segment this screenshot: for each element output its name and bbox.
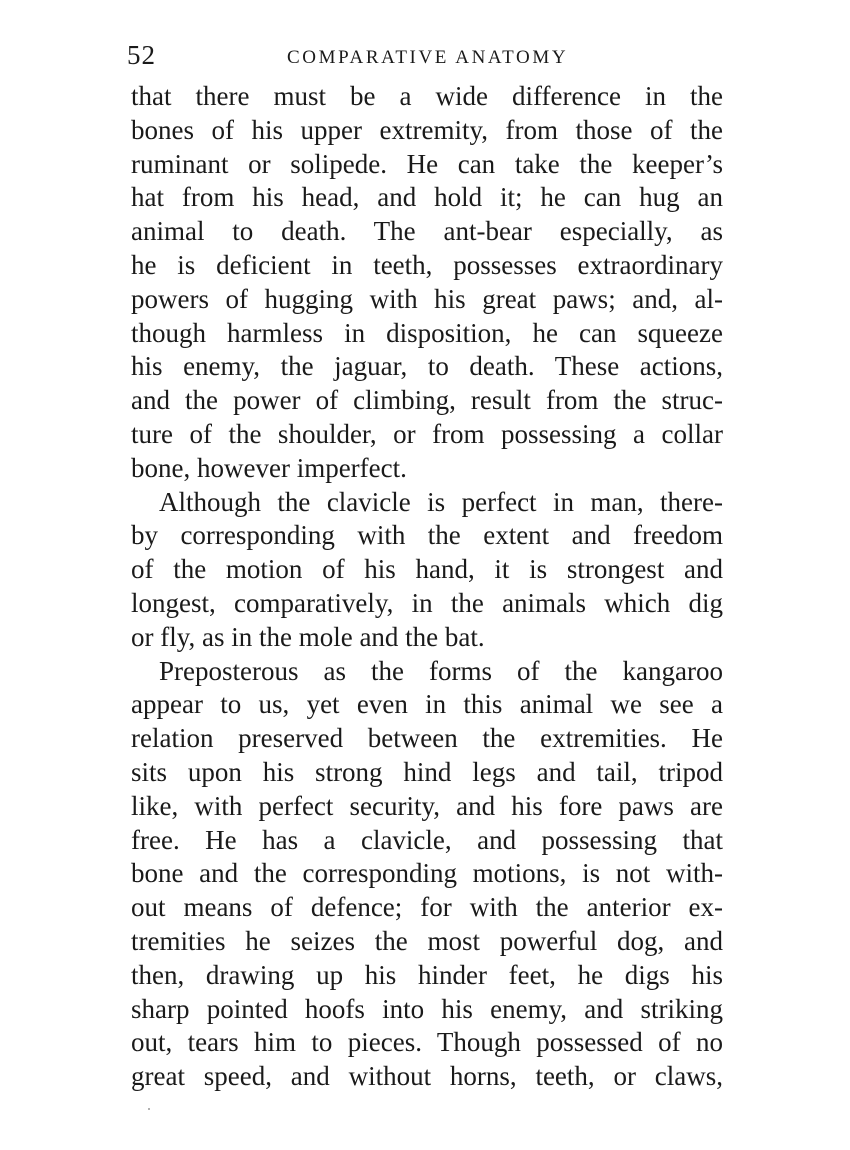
text-line: out means of defence; for with the anterior ex- bbox=[131, 892, 723, 923]
text-line: Although the clavicle is perfect in man, there- bbox=[159, 486, 723, 517]
running-head bbox=[127, 40, 723, 72]
paragraph bbox=[131, 655, 723, 1094]
text-line: his enemy, the jaguar, to death. These actions, bbox=[131, 351, 723, 382]
text-line: of the motion of his hand, it is strongest and bbox=[131, 554, 723, 585]
text-line: longest, comparatively, in the animals which dig bbox=[131, 587, 723, 618]
text-line: powers of hugging with his great paws; and, al- bbox=[131, 283, 723, 314]
text-line: bone and the corresponding motions, is not with- bbox=[131, 858, 723, 889]
text-line: though harmless in disposition, he can squeeze bbox=[131, 317, 723, 348]
text-line: ruminant or solipede. He can take the keeper’s bbox=[131, 148, 723, 179]
text-line: hat from his head, and hold it; he can hug an bbox=[131, 182, 723, 213]
scan-speck bbox=[148, 1108, 150, 1110]
text-line: great speed, and without horns, teeth, or claws, bbox=[131, 1061, 723, 1092]
text-line: that there must be a wide difference in the bbox=[131, 81, 723, 111]
text-line: Preposterous as the forms of the kangaroo bbox=[159, 655, 723, 686]
text-line: sits upon his strong hind legs and tail, tripod bbox=[131, 756, 723, 787]
text-line: relation preserved between the extremities. He bbox=[131, 723, 723, 754]
text-line: free. He has a clavicle, and possessing that bbox=[131, 824, 723, 855]
text-line: bone, however imperfect. bbox=[131, 452, 407, 483]
text-line: sharp pointed hoofs into his enemy, and striking bbox=[131, 993, 723, 1024]
text-line: then, drawing up his hinder feet, he digs his bbox=[131, 959, 723, 990]
text-line: like, with perfect security, and his fore paws are bbox=[131, 790, 723, 821]
page-number: 52 bbox=[127, 40, 156, 70]
body-text bbox=[131, 80, 723, 1094]
text-line: by corresponding with the extent and freedom bbox=[131, 520, 723, 551]
text-line: appear to us, yet even in this animal we see a bbox=[131, 689, 723, 720]
text-line: bones of his upper extremity, from those of the bbox=[131, 114, 723, 145]
running-title: COMPARATIVE ANATOMY bbox=[287, 47, 569, 68]
text-line: animal to death. The ant-bear especially, as bbox=[131, 216, 723, 247]
text-line: or fly, as in the mole and the bat. bbox=[131, 621, 485, 652]
paragraph bbox=[131, 486, 723, 655]
text-line: he is deficient in teeth, possesses extraordinary bbox=[131, 249, 723, 280]
text-line: out, tears him to pieces. Though possessed of no bbox=[131, 1027, 723, 1058]
paragraph bbox=[131, 80, 723, 486]
text-line: ture of the shoulder, or from possessing a collar bbox=[131, 418, 723, 449]
text-line: tremities he seizes the most powerful dog, and bbox=[131, 925, 723, 956]
text-line: and the power of climbing, result from the struc- bbox=[131, 385, 723, 416]
